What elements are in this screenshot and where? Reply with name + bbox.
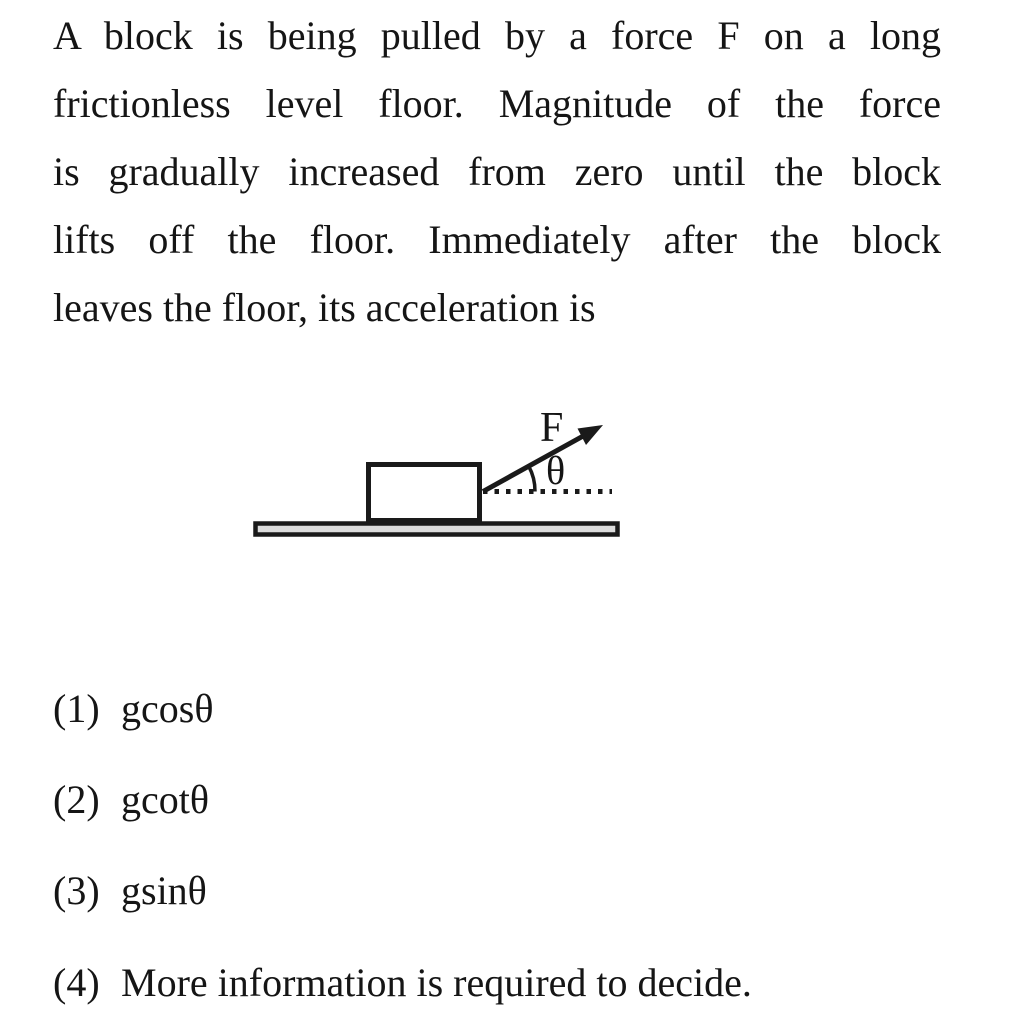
angle-arc <box>529 466 535 492</box>
option-number: (4) <box>53 960 100 1005</box>
question-line: is gradually increased from zero until the block <box>53 149 941 194</box>
question-line: frictionless level floor. Magnitude of the force <box>53 81 941 126</box>
option-4 <box>53 958 752 1008</box>
option-number: (1) <box>53 686 100 731</box>
force-diagram <box>240 395 630 545</box>
option-text: gcosθ <box>121 686 214 731</box>
option-1 <box>53 684 213 734</box>
question-line: lifts off the floor. Immediately after the block <box>53 217 941 262</box>
question-text <box>53 2 941 342</box>
option-text: More information is required to decide. <box>121 960 752 1005</box>
floor <box>256 524 618 535</box>
block <box>369 465 480 521</box>
option-3 <box>53 866 207 916</box>
force-arrowhead-icon <box>578 425 604 445</box>
option-text: gsinθ <box>121 868 207 913</box>
option-number: (3) <box>53 868 100 913</box>
angle-label: θ <box>546 448 566 493</box>
option-text: gcotθ <box>121 777 210 822</box>
question-line: A block is being pulled by a force F on a long <box>53 13 941 58</box>
question-line: leaves the floor, its acceleration is <box>53 285 596 330</box>
option-2 <box>53 775 209 825</box>
option-number: (2) <box>53 777 100 822</box>
force-label: F <box>540 405 564 451</box>
